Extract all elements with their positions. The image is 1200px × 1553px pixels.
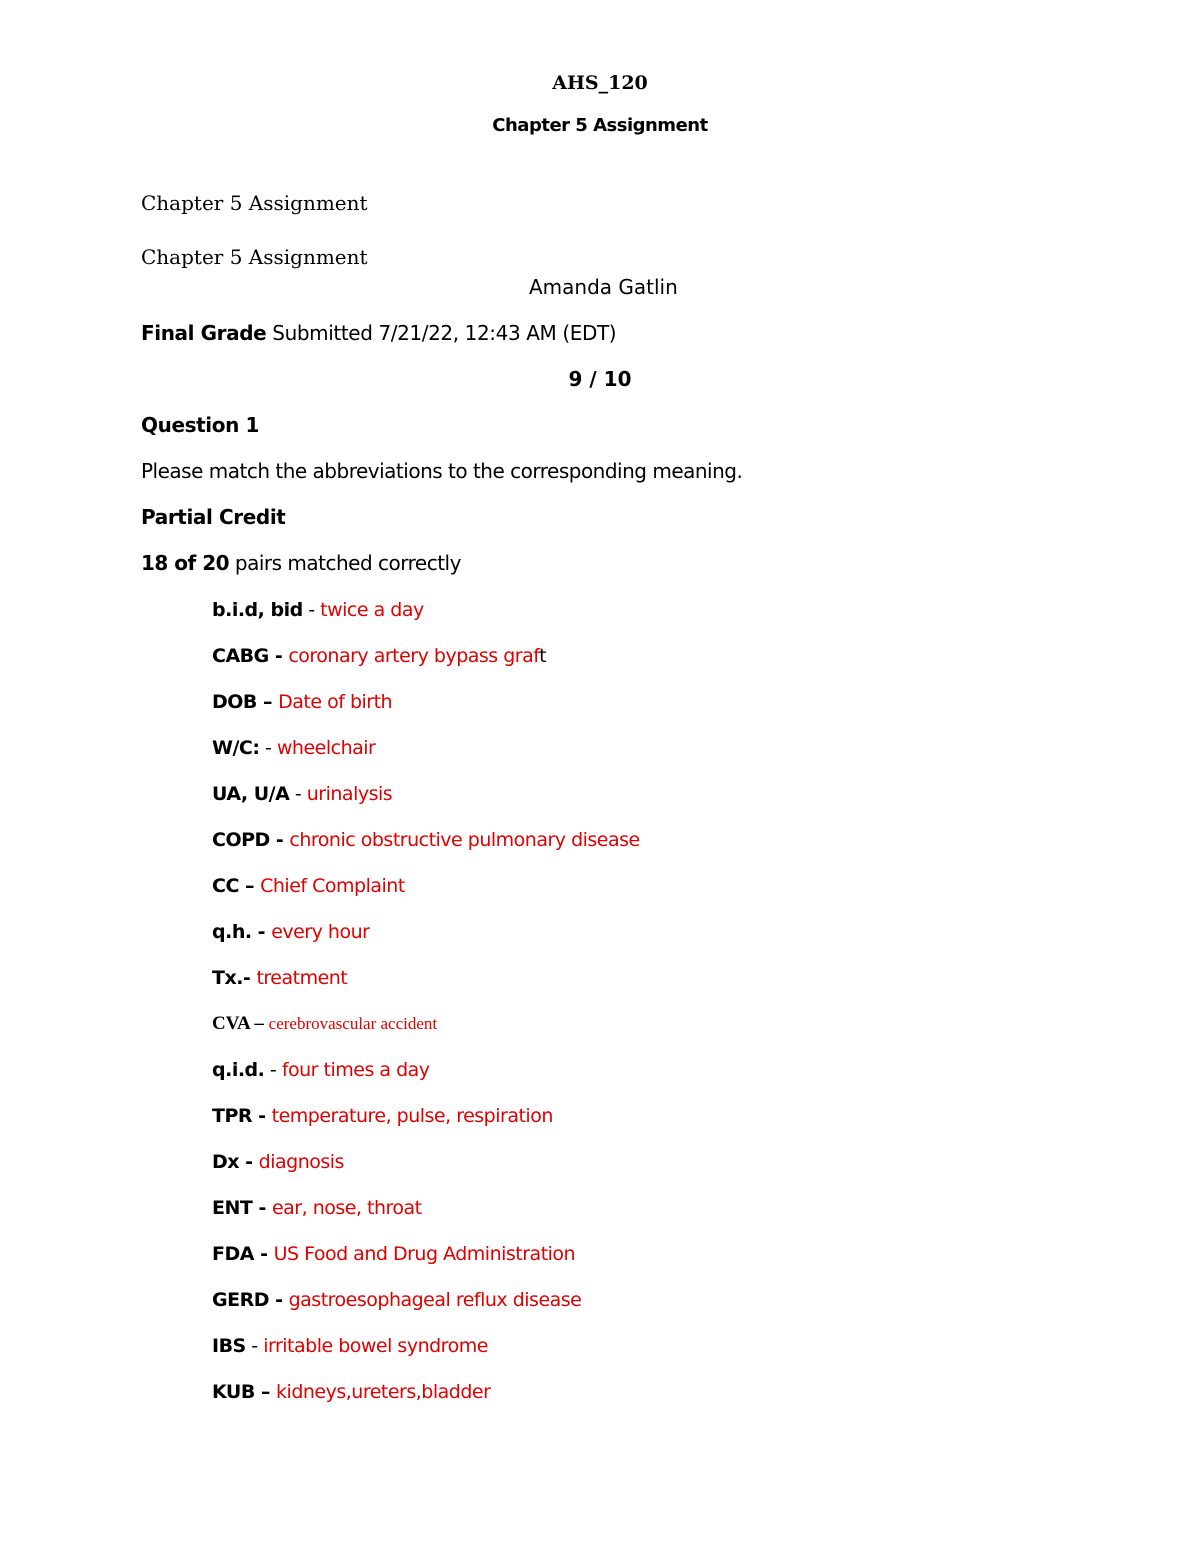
list-item — [212, 1058, 430, 1082]
list-item — [212, 920, 369, 944]
abbreviation: GERD - — [212, 1289, 289, 1311]
credit-status: Partial Credit — [141, 505, 286, 529]
abbreviation: b.i.d, bid — [212, 599, 303, 621]
submission-time: Submitted 7/21/22, 12:43 AM (EDT) — [272, 321, 617, 345]
meaning: coronary artery bypass graf — [288, 645, 540, 667]
assignment-title-2: Chapter 5 Assignment — [141, 245, 368, 269]
abbreviation: UA, U/A — [212, 783, 290, 805]
separator: - — [264, 1059, 282, 1081]
meaning: twice a day — [320, 599, 424, 621]
list-item — [212, 736, 375, 760]
abbreviation: FDA - — [212, 1243, 274, 1265]
question-prompt: Please match the abbreviations to the corresponding meaning. — [141, 459, 743, 483]
meaning: urinalysis — [306, 783, 393, 805]
abbreviation: q.i.d. — [212, 1059, 265, 1081]
pairs-text: pairs matched correctly — [229, 551, 461, 575]
grade-score: 9 / 10 — [568, 367, 632, 391]
list-item — [212, 966, 347, 990]
abbreviation: Dx - — [212, 1151, 259, 1173]
list-item — [212, 1012, 437, 1036]
pairs-count: 18 of 20 — [141, 551, 230, 575]
abbreviation: KUB – — [212, 1381, 277, 1403]
meaning: chronic obstructive pulmonary disease — [289, 829, 640, 851]
separator: - — [245, 1335, 264, 1357]
list-item — [212, 690, 392, 714]
abbreviation: CVA – — [212, 1013, 269, 1034]
list-item — [212, 1242, 575, 1266]
document-subtitle: Chapter 5 Assignment — [492, 115, 708, 136]
list-item — [212, 1288, 581, 1312]
list-item — [212, 644, 546, 668]
meaning: irritable bowel syndrome — [263, 1335, 488, 1357]
separator: - — [289, 783, 307, 805]
meaning: kidneys,ureters,bladder — [276, 1381, 491, 1403]
meaning: cerebrovascular accident — [268, 1014, 438, 1033]
abbreviation: Tx.- — [212, 967, 257, 989]
abbreviation: CC – — [212, 875, 261, 897]
abbreviation: IBS — [212, 1335, 246, 1357]
abbreviation: TPR - — [212, 1105, 272, 1127]
list-item — [212, 1196, 422, 1220]
meaning: Chief Complaint — [260, 875, 405, 897]
meaning: four times a day — [281, 1059, 430, 1081]
meaning: diagnosis — [258, 1151, 344, 1173]
list-item — [212, 1150, 344, 1174]
abbreviation: CABG - — [212, 645, 289, 667]
student-name: Amanda Gatlin — [529, 275, 678, 299]
list-item — [212, 1380, 490, 1404]
abbreviation: ENT - — [212, 1197, 272, 1219]
separator: - — [302, 599, 321, 621]
meaning: every hour — [271, 921, 370, 943]
list-item — [212, 1104, 553, 1128]
meaning: gastroesophageal reflux disease — [288, 1289, 582, 1311]
final-grade-line — [141, 321, 616, 345]
pairs-summary — [141, 551, 461, 575]
list-item — [212, 782, 392, 806]
meaning: US Food and Drug Administration — [273, 1243, 576, 1265]
final-grade-label: Final Grade — [141, 321, 267, 345]
abbreviation: COPD - — [212, 829, 290, 851]
meaning: Date of birth — [278, 691, 393, 713]
abbreviation: W/C: — [212, 737, 260, 759]
assignment-title-1: Chapter 5 Assignment — [141, 191, 368, 215]
list-item — [212, 874, 405, 898]
abbreviation: q.h. - — [212, 921, 272, 943]
list-item — [212, 598, 424, 622]
course-code: AHS_120 — [552, 72, 648, 94]
list-item — [212, 828, 640, 852]
separator: - — [259, 737, 277, 759]
meaning: ear, nose, throat — [271, 1197, 422, 1219]
list-item — [212, 1334, 488, 1358]
meaning: treatment — [256, 967, 348, 989]
meaning-tail: t — [539, 645, 547, 667]
question-title: Question 1 — [141, 413, 259, 437]
meaning: wheelchair — [276, 737, 376, 759]
abbreviation: DOB – — [212, 691, 279, 713]
meaning: temperature, pulse, respiration — [271, 1105, 553, 1127]
